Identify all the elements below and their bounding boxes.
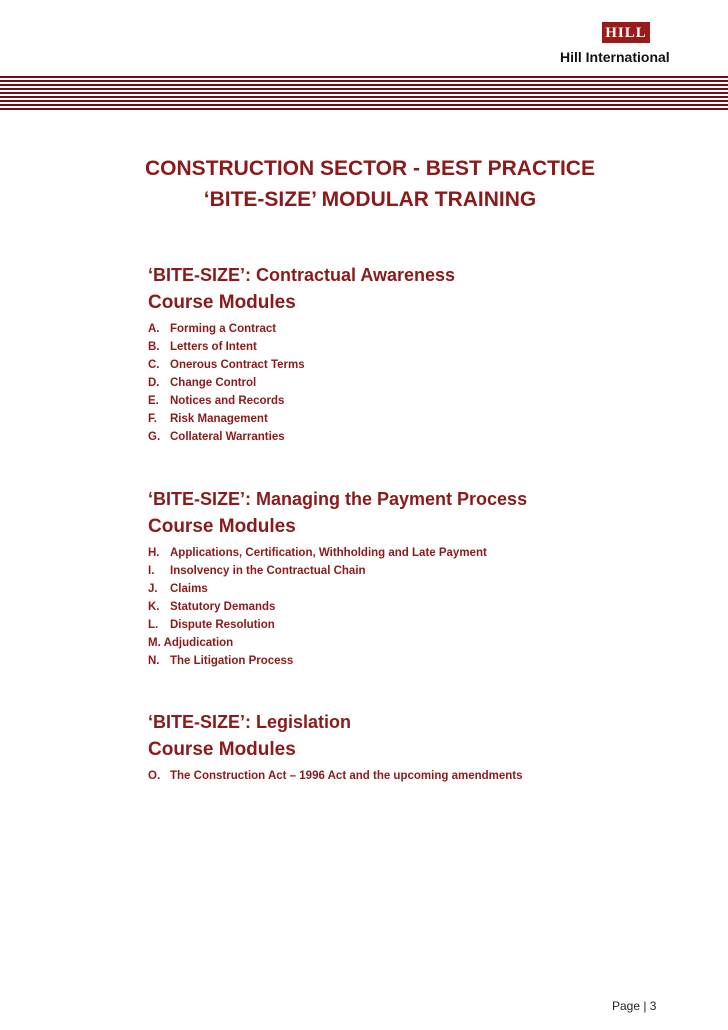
section-legislation — [148, 709, 523, 785]
module-item: C. Onerous Contract Terms — [148, 359, 305, 371]
logo-mark — [602, 22, 650, 43]
section-heading: ‘BITE-SIZE’: Legislation — [148, 712, 352, 732]
module-item: F. Risk Management — [148, 413, 268, 425]
page-number: Page | 3 — [612, 999, 657, 1013]
title-line-1: CONSTRUCTION SECTOR - BEST PRACTICE — [145, 157, 595, 180]
company-name: Hill International — [560, 49, 670, 65]
title-line-2: ‘BITE-SIZE’ MODULAR TRAINING — [203, 188, 537, 211]
section-payment-process — [148, 486, 527, 670]
module-item: K. Statutory Demands — [148, 601, 276, 613]
module-list — [148, 320, 455, 446]
document-title — [137, 153, 603, 215]
module-item: B. Letters of Intent — [148, 341, 257, 353]
module-item: G. Collateral Warranties — [148, 431, 285, 443]
header-band — [0, 76, 728, 112]
section-subheading: Course Modules — [148, 739, 296, 760]
module-item: D. Change Control — [148, 377, 257, 389]
section-contractual-awareness — [148, 262, 455, 446]
module-item: E. Notices and Records — [148, 395, 285, 407]
module-item: I. Insolvency in the Contractual Chain — [148, 565, 366, 577]
module-list — [148, 544, 527, 670]
module-item: O. The Construction Act – 1996 Act and the upcoming amendments — [148, 770, 523, 782]
module-item: M. Adjudication — [148, 637, 234, 649]
module-item: H. Applications, Certification, Withholding and Late Payment — [148, 547, 487, 559]
section-subheading: Course Modules — [148, 516, 296, 537]
section-subheading: Course Modules — [148, 292, 296, 313]
module-item: J. Claims — [148, 583, 208, 595]
module-item: N. The Litigation Process — [148, 655, 294, 667]
section-heading: ‘BITE-SIZE’: Managing the Payment Process — [148, 489, 528, 509]
module-item: A. Forming a Contract — [148, 323, 277, 335]
logo-mark-text: HILL — [605, 25, 647, 41]
module-item: L. Dispute Resolution — [148, 619, 275, 631]
section-heading: ‘BITE-SIZE’: Contractual Awareness — [148, 265, 456, 285]
module-list — [148, 767, 523, 785]
